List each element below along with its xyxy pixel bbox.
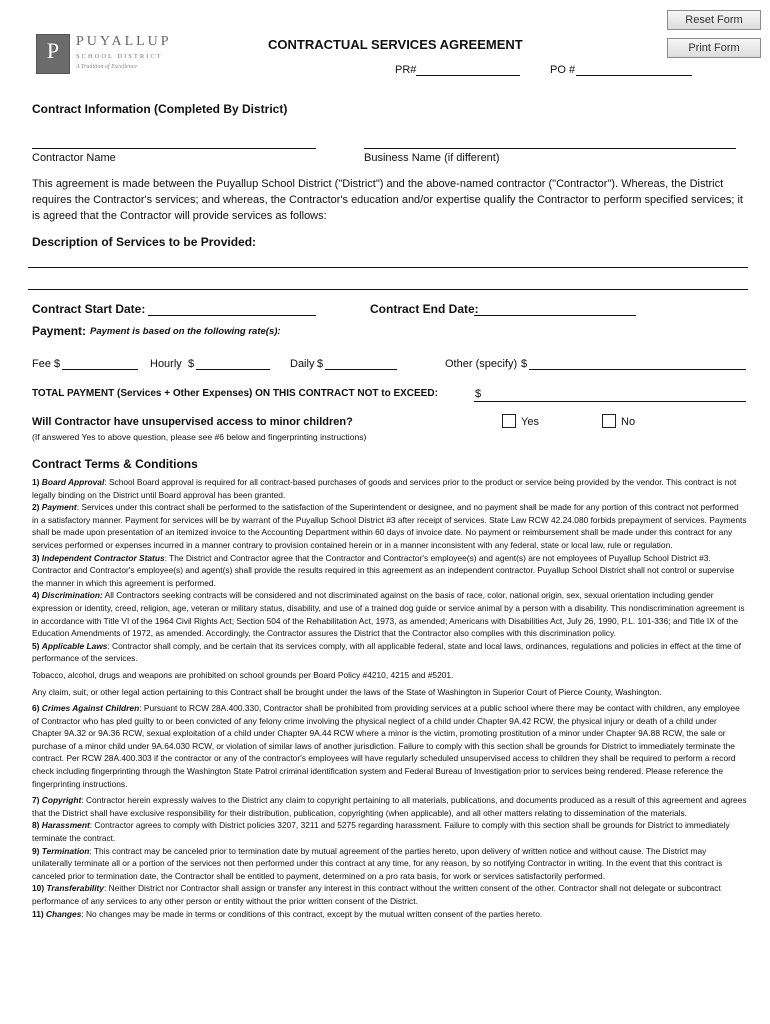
contract-info-heading: Contract Information (Completed By District) xyxy=(32,102,288,116)
term-item xyxy=(32,702,747,790)
term-item xyxy=(32,501,747,551)
pr-field[interactable] xyxy=(416,75,520,76)
description-line-2[interactable] xyxy=(28,289,748,290)
term-text: : No changes may be made in terms or conditions of this contract, except by the mutual written consent of the parties hereto. xyxy=(81,908,543,919)
no-label: No xyxy=(621,416,636,428)
end-date-field[interactable] xyxy=(474,315,636,316)
term-item xyxy=(32,476,747,501)
other-dollar: $ xyxy=(521,358,528,370)
term-note-tobacco: Tobacco, alcohol, drugs and weapons are prohibited on school grounds per Board Policy #4210, 4215 and #5201. xyxy=(32,669,454,680)
no-checkbox[interactable] xyxy=(602,414,616,428)
term-number: 3) xyxy=(32,552,40,563)
term-title: Independent Contractor Status xyxy=(41,552,165,563)
page-title: CONTRACTUAL SERVICES AGREEMENT xyxy=(268,37,523,52)
other-label: Other (specify) xyxy=(445,358,518,370)
reset-form-button[interactable]: Reset Form xyxy=(667,10,761,30)
term-item xyxy=(32,908,747,921)
term-text: : The District and Contractor agree that the Contractor and Contractor's employee(s) and agent(s) are not employees of Puyallup School District #3. Contractor and Contractor's employee(s) and agent(s) shall provide the results required in this agreement as an independent contractor. Puyallup School District shall not control or supervise the manner in which this agreement is performed. xyxy=(32,552,735,588)
term-title: Applicable Laws xyxy=(41,640,108,651)
term-text: : Pursuant to RCW 28A.400.330, Contractor shall be prohibited from providing services at a public school where there may be contact with children, any employee of Contractor who has pled guilty to or been convicted of any felony crime involving the physical neglect of a child under Chapter 9A.42 RCW, the physical injury or death of a child under Chapter 9A.32 or 9A.36 RCW, sexual exploitation of a child under Chapter 9A.44 RCW where a minor is the victim, promoting prostitution of a minor under Chapter 9A.88 RCW, the sale or purchase of a minor child under 9A.64.030 RCW, or violation of similar laws of another jurisdiction. Failure to comply with this section shall be grounds for District to immediately terminate the contract. Per RCW 28A.400.303 if the contractor or any of the contractor's employees will have regularly scheduled unsupervised access to children they shall be required to perform a record check including fingerprinting through the Washington State Patrol criminal identification system and Federal Bureau of Investigation prior to services being rendered. Please reference the fingerprinting instructions. xyxy=(32,703,740,789)
term-title: Payment xyxy=(41,502,77,513)
yes-checkbox[interactable] xyxy=(502,414,516,428)
term-number: 2) xyxy=(32,502,40,513)
term-text: : Contractor herein expressly waives to the District any claim to copyright pertaining to all materials, publications, and documents produced as a result of this agreement and agrees that the District shall have exclusive responsibility for their distribution, publication, copyrighting (when applicable), and all other matters relating to dissemination of the materials. xyxy=(32,795,747,818)
fee-dollar: $ xyxy=(54,358,61,370)
minors-question: Will Contractor have unsupervised access to minor children? xyxy=(32,416,353,428)
district-logo xyxy=(36,34,70,74)
term-number: 4) xyxy=(32,590,40,601)
term-title: Discrimination: xyxy=(41,590,103,601)
end-date-label: Contract End Date: xyxy=(370,302,479,316)
term-text: All Contractors seeking contracts will be considered and not discriminated against on the basis of race, color, national origin, sex, sexual orientation including gender expression or identity, creed, religion, age, veteran or military status, disability, and use of a trained dog guide or service animal by a person with a disability. This nondiscrimination agreement is in accordance with Title VI of the 1964 Civil Rights Act; Section 504 of the Rehabilitation Act, 1973, as amended; Americans with Disabilities Act, July 26, 1990, P.L. 101-336; and Title IX of the Education Amendments of 1972, as amended. Accordingly, the Contractor assures the District that the Contractor also complies with this discrimination policy. xyxy=(32,590,745,639)
logo-name: PUYALLUP xyxy=(76,34,172,49)
print-form-button[interactable]: Print Form xyxy=(667,38,761,58)
term-item xyxy=(32,845,747,883)
terms-heading: Contract Terms & Conditions xyxy=(32,457,198,471)
intro-paragraph: This agreement is made between the Puyallup School District ("District") and the above-named contractor ("Contractor"). Whereas, the District requires the Contractor's services; and whereas, the Contractor's education and/or expertise qualify the Contractor to perform specified services; it is agreed that the Contractor will provide services as follows: xyxy=(32,178,743,222)
term-text: : Contractor shall comply, and be certain that its services comply, with all applicable federal, state and local laws, ordinances, regulations and policies in effect at the time of performance of the services. xyxy=(32,640,741,664)
term-number: 10) xyxy=(32,883,45,894)
description-heading: Description of Services to be Provided: xyxy=(32,235,257,249)
po-label: PO # xyxy=(550,64,576,76)
term-number: 6) xyxy=(32,703,40,714)
payment-label: Payment: xyxy=(32,324,87,338)
start-date-field[interactable] xyxy=(148,315,316,316)
minors-note: (If answered Yes to above question, please see #6 below and fingerprinting instructions) xyxy=(32,432,367,442)
term-title: Changes xyxy=(45,908,82,919)
terms-list xyxy=(32,476,747,920)
logo-subtitle: SCHOOL DISTRICT xyxy=(76,53,163,60)
business-name-label: Business Name (if different) xyxy=(364,152,500,164)
term-title: Termination xyxy=(41,845,90,856)
term-text: : School Board approval is required for all contract-based purchases of goods and services prior to the product or service being provided by the vendor. This contract is not legally binding on the District until Board approval has been granted. xyxy=(32,477,737,500)
term-text: : Neither District nor Contractor shall assign or transfer any interest in this contract without the written consent of the other. Contractor shall not delegate or subcontract performance of any services to any other person or entity without the prior written consent of the District. xyxy=(32,883,721,906)
term-number: 8) xyxy=(32,820,40,831)
term-item xyxy=(32,794,747,819)
hourly-field[interactable] xyxy=(196,369,270,370)
term-note-claims: Any claim, suit, or other legal action pertaining to this Contract shall be brought under the laws of the State of Washington in Superior Court of Pierce County, Washington. xyxy=(32,686,662,697)
start-date-label: Contract Start Date: xyxy=(32,302,146,316)
total-payment-field[interactable] xyxy=(474,401,746,402)
term-item xyxy=(32,640,747,665)
term-item xyxy=(32,882,747,907)
total-payment-label: TOTAL PAYMENT (Services + Other Expenses) ON THIS CONTRACT NOT to EXCEED: xyxy=(32,388,438,399)
term-number: 1) xyxy=(32,477,40,487)
contractor-name-label: Contractor Name xyxy=(32,152,116,164)
fee-field[interactable] xyxy=(62,369,138,370)
logo-tagline: A Tradition of Excellence xyxy=(76,64,138,70)
term-number: 11) xyxy=(32,908,44,919)
term-title: Board Approval xyxy=(41,477,105,487)
term-text: : Contractor agrees to comply with District policies 3207, 3211 and 5275 regarding harassment. Failure to comply with this section shall be grounds for District to immediately terminate the contract. xyxy=(32,820,730,844)
other-field[interactable] xyxy=(529,369,746,370)
term-item xyxy=(32,552,747,590)
term-title: Crimes Against Children xyxy=(41,703,140,714)
total-dollar: $ xyxy=(475,388,482,400)
business-name-field[interactable] xyxy=(364,148,736,149)
term-title: Harassment xyxy=(41,820,90,831)
daily-field[interactable] xyxy=(325,369,397,370)
daily-dollar: $ xyxy=(317,358,324,370)
yes-label: Yes xyxy=(521,416,539,428)
hourly-dollar: $ xyxy=(188,358,195,370)
term-number: 9) xyxy=(32,845,40,856)
pr-label: PR# xyxy=(395,64,417,76)
term-number: 7) xyxy=(32,795,40,806)
term-number: 5) xyxy=(32,640,40,651)
contractor-name-field[interactable] xyxy=(32,148,316,149)
term-title: Transferability xyxy=(46,883,104,894)
term-text: : This contract may be canceled prior to termination date by mutual agreement of the parties hereto, upon delivery of written notice and without cause. The District may unilaterally terminate all or a portion of the services not then performed under this contract at any time, for any reason, by so notifying Contractor in writing. In the event that this contract is canceled prior to termination date, the Contractor shall be entitled to payment, determined on a pro rata basis, for work or services satisfactorily performed. xyxy=(32,845,723,881)
term-item xyxy=(32,589,747,639)
po-field[interactable] xyxy=(576,75,692,76)
term-title: Copyright xyxy=(41,795,82,806)
fee-label: Fee xyxy=(32,358,51,370)
daily-label: Daily xyxy=(290,358,315,370)
logo-letter: P xyxy=(46,38,60,63)
payment-note: Payment is based on the following rate(s): xyxy=(90,326,281,337)
term-text: : Services under this contract shall be performed to the satisfaction of the Superintendent or designee, and no payment shall be made for any portion of this contract not performed in a satisfactory manner. Payment for services will be by warrant of the Puyallup School District #3 after receipt of services. State Law RCW 42.24.080 forbids prepayment of services. Payments shall be made upon presentation of an itemized invoice to the Accounting Department within 60 days of invoice date. No payment or reimbursement shall be made under this contract for any services performed or expenses incurred in a manner contrary to provision contained herein or in a manner inconsistent with any federal, state or local law, rule or regulation. xyxy=(32,502,747,550)
hourly-label: Hourly xyxy=(150,358,182,370)
term-item xyxy=(32,819,747,844)
description-line-1[interactable] xyxy=(28,267,748,268)
